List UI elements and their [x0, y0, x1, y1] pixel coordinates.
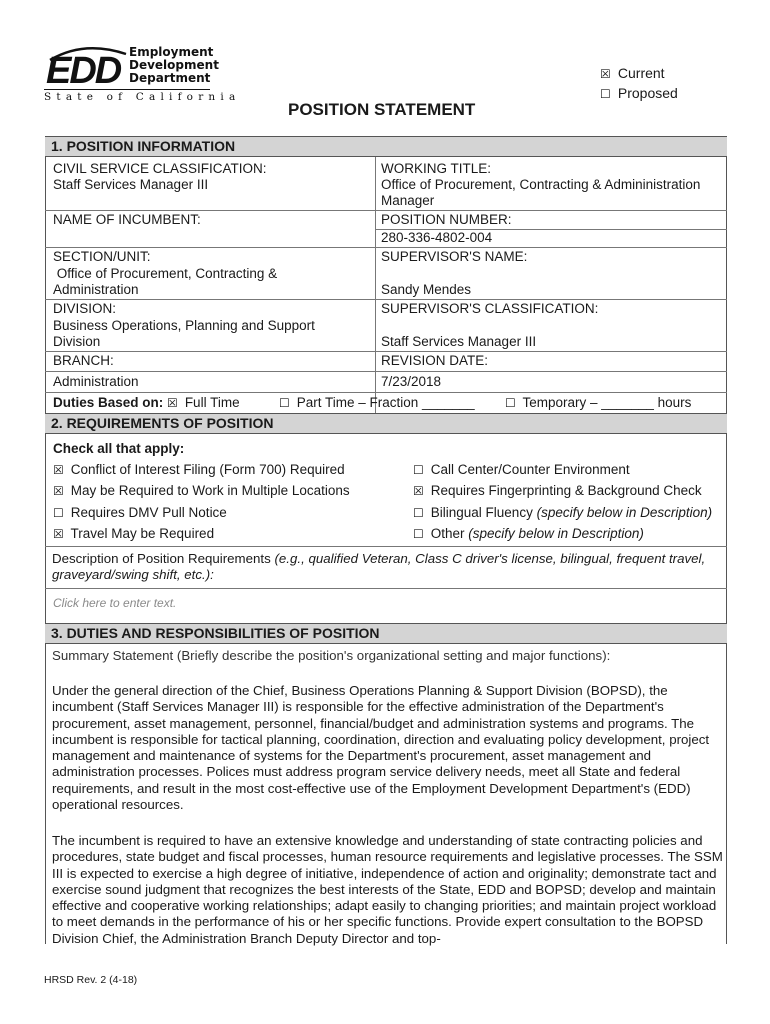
- check-all-label: Check all that apply:: [53, 441, 185, 456]
- checkbox-checked-icon[interactable]: ☒: [600, 67, 611, 81]
- requirement-label: Conflict of Interest Filing (Form 700) Required: [70, 462, 345, 477]
- requirement-item: [413, 526, 644, 542]
- working-title-label: WORKING TITLE:: [381, 161, 492, 176]
- temporary-option: [505, 395, 691, 411]
- form-revision-footer: HRSD Rev. 2 (4-18): [44, 974, 138, 986]
- checkbox-checked-icon[interactable]: ☒: [413, 484, 424, 498]
- section-unit-label: SECTION/UNIT:: [53, 249, 151, 264]
- page-title: POSITION STATEMENT: [288, 100, 476, 119]
- logo-initials: EDD: [46, 50, 121, 92]
- branch-value[interactable]: Administration: [53, 374, 139, 389]
- row-divider: [45, 351, 727, 352]
- checkbox-empty-icon[interactable]: ☐: [505, 396, 516, 410]
- checkbox-checked-icon[interactable]: ☒: [53, 484, 64, 498]
- row-divider: [45, 299, 727, 300]
- position-number-value[interactable]: 280-336-4802-004: [381, 230, 493, 245]
- requirement-item: [53, 462, 345, 478]
- requirement-label: Call Center/Counter Environment: [430, 462, 630, 477]
- classification-label: CIVIL SERVICE CLASSIFICATION:: [53, 161, 267, 176]
- supervisor-classification-label: SUPERVISOR'S CLASSIFICATION:: [381, 301, 599, 316]
- checkbox-empty-icon[interactable]: ☐: [53, 506, 64, 520]
- section-2-heading: 2. REQUIREMENTS OF POSITION: [45, 413, 727, 434]
- statement-status: [600, 64, 678, 104]
- position-number-label: POSITION NUMBER:: [381, 212, 512, 227]
- duties-based-on: [53, 395, 240, 411]
- requirement-label: May be Required to Work in Multiple Locations: [70, 483, 350, 498]
- description-requirements: [52, 551, 724, 584]
- classification-value[interactable]: Staff Services Manager III: [53, 177, 209, 192]
- requirement-item: [413, 483, 702, 499]
- division-label: DIVISION:: [53, 301, 117, 316]
- requirement-label: Bilingual Fluency: [430, 505, 533, 520]
- requirement-label: Travel May be Required: [70, 526, 215, 541]
- supervisor-name-value[interactable]: Sandy Mendes: [381, 282, 472, 297]
- checkbox-checked-icon[interactable]: ☒: [53, 527, 64, 541]
- part-time-option: [279, 395, 475, 411]
- status-current[interactable]: ☒ Current: [600, 64, 678, 84]
- row-divider: [45, 371, 727, 372]
- full-time-label: Full Time: [184, 395, 240, 410]
- requirement-item: [413, 505, 712, 521]
- summary-paragraph-1[interactable]: Under the general direction of the Chief, Business Operations Planning & Support Division (BOPSD), the incumbent (Staff Services Manager III) is responsible for the effective administration of the Department's procurement, asset management, personnel, financial/budget and administration systems and programs. The incumbent is responsible for tactical planning, coordination, direction and evaluating policy development, project management and maintenance of systems for the Department's procurement, asset management and administration processes. Polices must address program service delivery needs, meet all State and federal requirements, and result in the most cost-effective use of the Employment Development Department's (EDD) operational resources.: [52, 683, 710, 813]
- requirement-item: [53, 526, 214, 542]
- description-text-field[interactable]: Click here to enter text.: [53, 596, 177, 610]
- checkbox-empty-icon[interactable]: ☐: [413, 506, 424, 520]
- checkbox-empty-icon[interactable]: ☐: [279, 396, 290, 410]
- division-value[interactable]: Business Operations, Planning and Support Division: [53, 318, 315, 349]
- requirement-label: Requires Fingerprinting & Background Check: [430, 483, 702, 498]
- part-time-label: Part Time – Fraction _______: [296, 395, 475, 410]
- requirement-note: (specify below in Description): [536, 505, 713, 520]
- logo-state-line: State of California: [44, 91, 241, 103]
- requirement-note: (specify below in Description): [468, 526, 644, 541]
- incumbent-label: NAME OF INCUMBENT:: [53, 212, 201, 227]
- revision-date-label: REVISION DATE:: [381, 353, 489, 368]
- working-title-value[interactable]: Office of Procurement, Contracting & Admininistration Manager: [381, 177, 701, 208]
- checkbox-checked-icon[interactable]: ☒: [167, 396, 178, 410]
- requirement-item: [53, 483, 350, 499]
- row-divider: [45, 210, 727, 211]
- logo-rule: [44, 89, 210, 90]
- requirement-label: Other: [430, 526, 465, 541]
- section-unit-value[interactable]: Office of Procurement, Contracting & Administration: [53, 266, 281, 297]
- status-proposed[interactable]: ☐ Proposed: [600, 84, 678, 104]
- checkbox-empty-icon[interactable]: ☐: [413, 527, 424, 541]
- row-divider: [45, 392, 727, 393]
- duties-label: Duties Based on:: [53, 395, 164, 410]
- revision-date-value[interactable]: 7/23/2018: [381, 374, 442, 389]
- section-3-heading: 3. DUTIES AND RESPONSIBILITIES OF POSITION: [45, 623, 727, 644]
- requirement-item: [53, 505, 227, 521]
- row-divider: [45, 588, 727, 589]
- description-label: Description of Position Requirements: [52, 551, 271, 566]
- edd-logo: [44, 44, 241, 106]
- requirement-item: [413, 462, 630, 478]
- supervisor-classification-value[interactable]: Staff Services Manager III: [381, 334, 537, 349]
- checkbox-empty-icon[interactable]: ☐: [413, 463, 424, 477]
- section-1-heading: 1. POSITION INFORMATION: [45, 136, 727, 157]
- logo-department-name: Employment Development Department: [129, 45, 219, 85]
- description-hint: (e.g., qualified Veteran, Class C driver's license, bilingual, frequent travel, graveyard/swing shift, etc.):: [52, 551, 706, 583]
- requirement-label: Requires DMV Pull Notice: [70, 505, 227, 520]
- checkbox-checked-icon[interactable]: ☒: [53, 463, 64, 477]
- summary-paragraph-2[interactable]: The incumbent is required to have an extensive knowledge and understanding of state contracting policies and procedures, state budget and fiscal processes, human resource requirements and legislative processes. The SSM III is expected to exercise a high degree of initiative, independence of action and originality; demonstrate tact and exercise sound judgment that recognizes the best interests of the State, EDD and BOPSD; develop and maintain effective and cooperative working relationships; adapt easily to changing priorities; and maintain project workload to meet demands in the performance of his or her specific functions. Provide expert consultation to the BOPSD Division Chief, the Administration Branch Deputy Director and top-: [52, 833, 723, 946]
- row-divider: [45, 546, 727, 547]
- branch-label: BRANCH:: [53, 353, 114, 368]
- supervisor-name-label: SUPERVISOR'S NAME:: [381, 249, 528, 264]
- checkbox-empty-icon[interactable]: ☐: [600, 87, 611, 101]
- row-divider: [45, 247, 727, 248]
- temporary-label: Temporary – _______ hours: [522, 395, 692, 410]
- summary-label: Summary Statement (Briefly describe the position's organizational setting and major functions):: [52, 648, 611, 663]
